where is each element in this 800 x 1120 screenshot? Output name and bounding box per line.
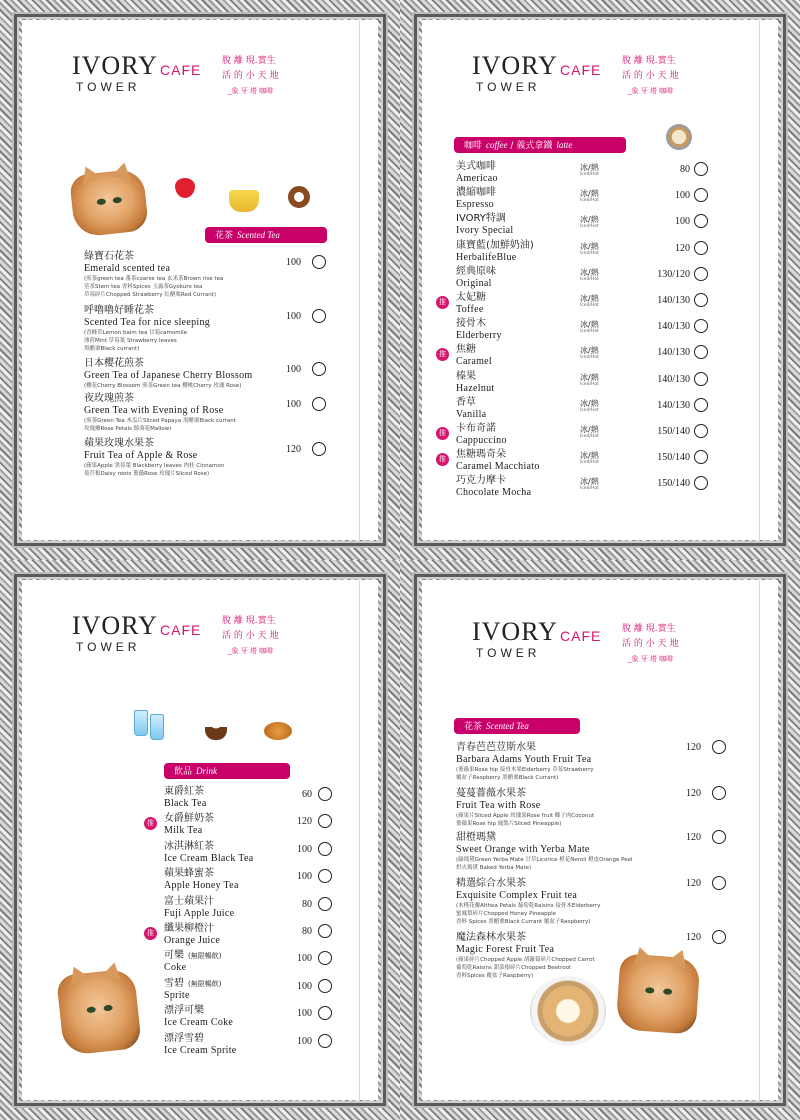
item-price: 100 — [675, 190, 690, 202]
iced-hot-label — [580, 373, 599, 387]
logo-sub: TOWER — [476, 646, 541, 660]
item-price: 120 — [286, 444, 301, 455]
iced-hot-text: 冰/熱 — [580, 398, 599, 408]
item-name-zh: 康寶藍(加鮮奶油) — [456, 239, 534, 251]
logo-sub: TOWER — [76, 80, 141, 94]
band-zh: 花茶 — [464, 722, 483, 732]
band-zh: 花茶 — [215, 231, 234, 241]
menu-item — [456, 397, 756, 420]
iced-drink-icon — [150, 714, 164, 740]
iced-hot-label — [580, 320, 599, 334]
recommended-badge: 推 — [436, 348, 449, 361]
item-price: 100 — [297, 980, 312, 992]
menu-item — [456, 187, 756, 210]
order-checkbox[interactable] — [318, 979, 332, 993]
menu-item — [164, 923, 344, 946]
iced-drink-icon — [134, 710, 148, 736]
iced-hot-text: 冰/熱 — [580, 294, 599, 303]
item-name-zh: 榛果 — [456, 370, 476, 382]
item-ingredients: (薔薇果Rose hip 接骨木果Elderberry 草莓Strawberry 覆盆子Raspberry 黑醋栗Black Currant) — [456, 767, 594, 781]
iced-hot-sub: Iced/Hot — [580, 355, 599, 361]
slogan-line: 脫 離 現.實生 — [622, 56, 676, 66]
menu-item — [456, 878, 756, 926]
menu-item — [164, 1005, 344, 1028]
item-price: 100 — [286, 399, 301, 410]
item-price: 100 — [286, 311, 301, 322]
logo-sub: TOWER — [476, 80, 541, 94]
item-name-en: Ivory Special — [456, 225, 514, 237]
iced-hot-text: 冰/熱 — [580, 189, 599, 199]
iced-hot-text: 冰/熱 — [580, 477, 599, 487]
menu-item — [456, 423, 756, 446]
item-ingredients: (煎茶green tea 番茶coarse tea 玄米茶Brown rise tea 莖茶Stem tea 香料Spices 玉露茶Gyokuro tea 草莓碎片Chopped Strawberry 紅醋栗Red Currant) — [84, 276, 224, 298]
logo-main: IVORY — [72, 611, 158, 640]
menu-item — [164, 813, 344, 836]
cafe-label: CAFE — [560, 62, 602, 78]
item-name-en: Green Tea with Evening of Rose — [84, 405, 224, 416]
item-name-en: Milk Tea — [164, 825, 203, 837]
section-band-scented-tea — [454, 718, 580, 734]
menu-item — [164, 978, 344, 1001]
item-name-zh-text: 蘋果蜂蜜茶 — [164, 868, 214, 880]
item-price: 130/120 — [657, 268, 690, 280]
item-name-en: Apple Honey Tea — [164, 880, 239, 892]
item-price: 120 — [686, 832, 701, 843]
menu-item — [456, 371, 756, 394]
cafe-label: CAFE — [560, 628, 602, 644]
item-name-en: Hazelnut — [456, 382, 495, 394]
item-name-en: Ice Cream Sprite — [164, 1044, 237, 1056]
iced-hot-text: 冰/熱 — [580, 241, 599, 251]
item-name-en: Fruit Tea of Apple & Rose — [84, 450, 198, 461]
band-zh: 飲品 — [174, 767, 193, 777]
logo-sub: TOWER — [76, 640, 141, 654]
menu-page-drinks — [0, 560, 400, 1120]
item-name-zh: 焦糖瑪奇朵 — [456, 449, 506, 461]
item-price: 120 — [686, 932, 701, 943]
order-checkbox[interactable] — [694, 372, 708, 386]
item-name-zh-text: 東爵紅茶 — [164, 786, 204, 797]
item-price: 100 — [297, 953, 312, 965]
item-price: 100 — [286, 364, 301, 375]
iced-hot-text: 冰/熱 — [580, 320, 599, 330]
iced-hot-text: 冰/熱 — [580, 372, 599, 382]
menu-page-fruit-tea — [400, 560, 800, 1120]
item-price: 140/130 — [657, 347, 690, 359]
item-ingredients: (蘋果Apple 黑莓葉 Blackberry leaves 肉桂 Cinnamon 菊苣根Daisy roots 薔薇Rose 玫瑰片Sliced Rose) — [84, 463, 225, 477]
page-content — [422, 580, 778, 1100]
band-en: Scented Tea — [486, 721, 529, 731]
menu-item — [84, 438, 378, 478]
section-band-drink — [164, 763, 290, 779]
item-name-zh — [164, 950, 344, 965]
order-checkbox[interactable] — [712, 830, 726, 844]
item-ingredients: (香蜂草Lemon balm tea 甘菊camomile 薄荷Mint 草莓葉 Strawberry leaves 黑醋栗Black currant) — [84, 330, 188, 352]
iced-hot-sub: Iced/Hot — [580, 276, 599, 282]
item-name-zh — [164, 1033, 344, 1045]
page-content — [22, 20, 378, 540]
item-name-en: Orange Juice — [164, 935, 221, 946]
order-checkbox[interactable] — [318, 1034, 332, 1048]
item-ingredients: (木槿花瓣Althea Petals 葡萄乾Raisins 接骨木Elderberry 蜜鳳梨碎片Chopped Honey Pineapple 香料 Spices 黑醋栗Black Currant 覆盆子Raspberry) — [456, 903, 601, 925]
slogan-line: 脫 離 現.實生 — [222, 56, 276, 66]
item-name-en: Vanilla — [456, 408, 487, 420]
menu-item — [456, 240, 756, 263]
slogan-line: _象 牙 塔 咖啡 — [228, 647, 274, 655]
item-price: 100 — [286, 257, 301, 268]
item-name-zh-text: 纖果柳橙汁 — [164, 923, 214, 934]
menu-item — [164, 868, 344, 891]
item-name-en: Caramel Macchiato — [456, 461, 540, 473]
item-name-zh — [164, 1005, 344, 1020]
item-name-en: Scented Tea for nice sleeping — [84, 317, 211, 328]
iced-hot-sub: Iced/Hot — [580, 434, 599, 439]
page-content — [22, 580, 378, 1100]
cafe-label: CAFE — [160, 62, 202, 78]
slogan-line: 脫 離 現.實生 — [622, 624, 676, 634]
item-price: 60 — [302, 789, 312, 800]
iced-hot-sub: Iced/Hot — [580, 407, 599, 413]
iced-hot-sub: Iced/Hot — [580, 198, 599, 204]
order-checkbox[interactable] — [712, 876, 726, 890]
item-name-en: Cappuccino — [456, 435, 507, 446]
order-checkbox[interactable] — [694, 293, 708, 307]
menu-item — [456, 318, 756, 341]
item-name-zh — [164, 978, 344, 990]
iced-hot-label — [580, 399, 599, 413]
iced-hot-text: 冰/熱 — [580, 451, 599, 461]
item-price: 140/130 — [657, 321, 690, 333]
logo-main: IVORY — [72, 51, 158, 80]
iced-hot-sub: Iced/Hot — [580, 329, 599, 335]
item-name-zh — [164, 896, 344, 908]
order-checkbox[interactable] — [318, 924, 332, 938]
iced-hot-sub: Iced/Hot — [580, 224, 599, 230]
item-name-en: Ice Cream Coke — [164, 1017, 234, 1029]
menu-item — [456, 161, 756, 184]
iced-hot-label — [580, 215, 599, 229]
menu-item — [84, 305, 378, 353]
item-name-en: Emerald scented tea — [84, 263, 171, 274]
item-note: (無限暢飲) — [188, 952, 222, 961]
item-price: 100 — [297, 843, 312, 855]
item-name-zh: 經典原味 — [456, 265, 496, 277]
item-ingredients: (蘋果片Sliced Apple 玫瑰果Rose fruit 椰子肉Coconut 薔薇果Rose hip 鳳梨片Sliced Pineapple) — [456, 813, 595, 827]
band-zh: 義式拿鐵 — [516, 141, 553, 151]
item-name-en: Sweet Orange with Yerba Mate — [456, 844, 590, 855]
menu-item — [164, 950, 344, 973]
menu-page-scented-tea — [0, 0, 400, 560]
order-checkbox[interactable] — [712, 930, 726, 944]
item-name-zh: 蘋果玫瑰水果茶 — [84, 438, 154, 449]
item-name-zh: 卡布奇諾 — [456, 423, 496, 434]
menu-item — [456, 788, 756, 828]
item-name-zh: 香草 — [456, 396, 476, 408]
item-name-en: Espresso — [456, 199, 494, 211]
item-name-en: Exquisite Complex Fruit tea — [456, 890, 578, 901]
menu-item — [164, 1033, 344, 1056]
menu-item — [456, 932, 756, 980]
item-price: 140/130 — [657, 399, 690, 411]
slogan — [622, 622, 678, 667]
iced-hot-label — [580, 425, 599, 439]
item-ingredients: (蘋果碎片Chopped Apple 胡蘿蔔碎片Chopped Carrot 葡萄乾Raisins 甜菜根碎片Chopped Beetroot 香料Spices 覆盆子Raspberry) — [456, 957, 595, 979]
item-name-en: Magic Forest Fruit Tea — [456, 944, 555, 955]
item-name-zh: 魔法森林水果茶 — [456, 932, 526, 943]
item-name-zh-text: 富士蘋果汁 — [164, 895, 214, 907]
item-price: 120 — [297, 816, 312, 828]
slogan-line: _象 牙 塔 咖啡 — [628, 87, 674, 95]
item-note: (無限暢飲) — [188, 979, 222, 988]
slogan-line: 脫 離 現.實生 — [222, 616, 276, 626]
slogan-line: _象 牙 塔 咖啡 — [628, 655, 674, 663]
item-name-en: Toffee — [456, 304, 484, 315]
item-name-zh-text: 雪碧 — [164, 977, 184, 989]
cafe-label: CAFE — [160, 622, 202, 638]
iced-hot-sub: Iced/Hot — [580, 486, 599, 492]
slogan — [622, 54, 678, 99]
iced-hot-text: 冰/熱 — [580, 267, 599, 277]
pie-icon — [264, 722, 292, 740]
iced-hot-sub: Iced/Hot — [580, 250, 599, 256]
item-price: 100 — [675, 216, 690, 228]
item-price: 120 — [675, 242, 690, 254]
menu-item — [456, 344, 756, 367]
menu-item — [164, 786, 344, 809]
slogan-line: 活 的 小 天 地 — [622, 639, 679, 649]
page-content — [422, 20, 778, 540]
recommended-badge: 推 — [144, 817, 157, 830]
fruit-dessert-icon — [229, 190, 259, 212]
item-price: 140/130 — [657, 373, 690, 385]
order-checkbox[interactable] — [312, 397, 326, 411]
item-name-en: Barbara Adams Youth Fruit Tea — [456, 754, 592, 765]
item-price: 100 — [297, 1035, 312, 1047]
item-name-zh: 美式咖啡 — [456, 161, 496, 172]
menu-page-coffee — [400, 0, 800, 560]
item-price: 150/140 — [657, 452, 690, 464]
item-name-zh: 蔓蔓薔薇水果茶 — [456, 788, 526, 799]
item-name-en: Ice Cream Black Tea — [164, 852, 254, 864]
band-en: Scented Tea — [237, 230, 280, 240]
item-name-en: Caramel — [456, 356, 492, 368]
item-name-zh: 日本櫻花煎茶 — [84, 358, 144, 369]
iced-hot-label — [580, 189, 599, 203]
slogan-line: _象 牙 塔 咖啡 — [228, 87, 274, 95]
menu-item — [456, 832, 756, 872]
order-checkbox[interactable] — [312, 362, 326, 376]
cat-photo — [69, 168, 149, 237]
latte-art-icon — [530, 976, 606, 1046]
order-checkbox[interactable] — [694, 241, 708, 255]
cat-photo — [615, 953, 700, 1034]
item-name-zh-text: 漂浮雪碧 — [164, 1032, 204, 1044]
item-name-zh: 焦糖 — [456, 344, 476, 356]
order-checkbox[interactable] — [712, 786, 726, 800]
iced-hot-label — [580, 477, 599, 491]
recommended-badge: 推 — [144, 927, 157, 940]
item-name-en: Americao — [456, 173, 498, 184]
iced-hot-label — [580, 451, 599, 465]
item-name-zh-text: 冰淇淋紅茶 — [164, 840, 214, 852]
item-name-zh-text: 漂浮可樂 — [164, 1005, 204, 1017]
item-name-en: Original — [456, 277, 492, 289]
iced-hot-text: 冰/熱 — [580, 215, 599, 225]
item-price: 140/130 — [657, 295, 690, 306]
band-sep: / — [510, 141, 514, 151]
item-price: 120 — [686, 742, 701, 753]
iced-hot-sub: Iced/Hot — [580, 381, 599, 387]
iced-hot-text: 冰/熱 — [580, 346, 599, 356]
item-name-zh: 接骨木 — [456, 318, 486, 330]
section-band-coffee — [454, 137, 626, 153]
sundae-icon — [205, 714, 227, 740]
iced-hot-sub: Iced/Hot — [580, 172, 599, 177]
item-name-zh-text: 可樂 — [164, 950, 184, 962]
section-band-scented-tea — [205, 227, 327, 243]
order-checkbox[interactable] — [312, 255, 326, 269]
slogan — [222, 54, 278, 99]
strawberry-icon — [175, 178, 195, 198]
item-ingredients: (煎茶Green Tea 木瓜片Sliced Papaya 黑醋栗Black currant 玫瑰瓣Rose Petals 錦葵花Mallow) — [84, 418, 236, 432]
item-name-zh: 濃縮咖啡 — [456, 187, 496, 199]
item-name-zh: 綠寶石花茶 — [84, 251, 134, 262]
item-name-en: Green Tea of Japanese Cherry Blossom — [84, 370, 253, 381]
item-name-zh: 太妃糖 — [456, 292, 486, 303]
slogan — [222, 614, 278, 659]
item-name-zh: 青春芭芭荳斯水果 — [456, 742, 536, 753]
order-checkbox[interactable] — [318, 787, 332, 801]
item-name-zh: 巧克力摩卡 — [456, 475, 506, 487]
logo-main: IVORY — [472, 617, 558, 646]
menu-item — [164, 841, 344, 864]
item-name-zh: IVORY特調 — [456, 213, 506, 225]
order-checkbox[interactable] — [318, 842, 332, 856]
order-checkbox[interactable] — [312, 309, 326, 323]
item-price: 150/140 — [657, 426, 690, 437]
item-name-zh — [164, 868, 344, 883]
item-name-en: Fuji Apple Juice — [164, 907, 235, 919]
iced-hot-label — [580, 268, 599, 282]
item-name-en: Black Tea — [164, 798, 207, 809]
item-name-en: Fruit Tea with Rose — [456, 800, 541, 811]
item-price: 100 — [297, 871, 312, 883]
item-price: 80 — [302, 898, 312, 910]
item-name-zh: 甜橙瑪黛 — [456, 832, 496, 843]
item-name-zh — [164, 813, 344, 828]
order-checkbox[interactable] — [694, 398, 708, 412]
order-checkbox[interactable] — [694, 424, 708, 438]
item-ingredients: (綠瑪黛Green Yerba Mate 甘草Licorice 橙花Neroli 橙皮Orange Peel 烘火瑪黛 Baked Yerba Mate) — [456, 857, 633, 871]
item-price: 100 — [297, 1008, 312, 1020]
item-price: 120 — [686, 788, 701, 799]
recommended-badge: 推 — [436, 296, 449, 309]
item-price: 120 — [686, 878, 701, 889]
item-name-en: Elderberry — [456, 330, 502, 342]
slogan-line: 活 的 小 天 地 — [222, 631, 279, 641]
iced-hot-label — [580, 294, 599, 308]
item-ingredients: (櫻花Cherry Blossom 煎茶Green tea 櫻桃Cherry 玫瑰 Rose) — [84, 383, 242, 389]
slogan-line: 活 的 小 天 地 — [222, 71, 279, 81]
item-name-zh — [164, 841, 344, 853]
iced-hot-label — [580, 242, 599, 256]
logo-main: IVORY — [472, 51, 558, 80]
order-checkbox[interactable] — [318, 897, 332, 911]
item-name-zh: 精選綜合水果茶 — [456, 878, 526, 889]
band-en: Drink — [196, 766, 218, 776]
menu-item — [456, 475, 756, 498]
band-en: latte — [556, 140, 573, 150]
item-price: 80 — [680, 164, 690, 175]
menu-item — [456, 266, 756, 289]
slogan-line: 活 的 小 天 地 — [622, 71, 679, 81]
item-price: 80 — [302, 926, 312, 937]
item-name-en: HerbalifeBlue — [456, 251, 517, 263]
item-name-en: Sprite — [164, 989, 190, 1001]
item-name-zh-text: 女爵鮮奶茶 — [164, 813, 214, 825]
item-name-zh — [164, 786, 344, 798]
recommended-badge: 推 — [436, 427, 449, 440]
order-checkbox[interactable] — [312, 442, 326, 456]
band-en: coffee — [486, 140, 508, 150]
iced-hot-text: 冰/熱 — [580, 425, 599, 434]
order-checkbox[interactable] — [694, 162, 708, 176]
iced-hot-text: 冰/熱 — [580, 163, 599, 172]
menu-item — [164, 896, 344, 919]
menu-item — [84, 358, 378, 390]
order-checkbox[interactable] — [712, 740, 726, 754]
iced-hot-label — [580, 163, 599, 177]
item-name-en: Coke — [164, 962, 187, 974]
iced-hot-label — [580, 346, 599, 360]
cat-photo — [56, 968, 142, 1056]
item-name-zh — [164, 923, 344, 935]
item-price: 150/140 — [657, 478, 690, 490]
menu-item — [456, 449, 756, 472]
donut-icon — [288, 186, 310, 208]
item-name-en: Chocolate Mocha — [456, 487, 532, 499]
menu-item — [456, 292, 756, 315]
recommended-badge: 推 — [436, 453, 449, 466]
menu-item — [84, 251, 378, 299]
item-name-zh: 呼嚕嚕好睡花茶 — [84, 305, 154, 316]
item-name-zh: 夜玫瑰煎茶 — [84, 393, 134, 404]
iced-hot-sub: Iced/Hot — [580, 460, 599, 466]
menu-item — [456, 213, 756, 236]
order-checkbox[interactable] — [694, 267, 708, 281]
band-zh: 咖啡 — [464, 141, 483, 151]
menu-item — [84, 393, 378, 433]
iced-hot-sub: Iced/Hot — [580, 303, 599, 308]
coffee-cup-icon — [666, 124, 692, 150]
menu-item — [456, 742, 756, 782]
